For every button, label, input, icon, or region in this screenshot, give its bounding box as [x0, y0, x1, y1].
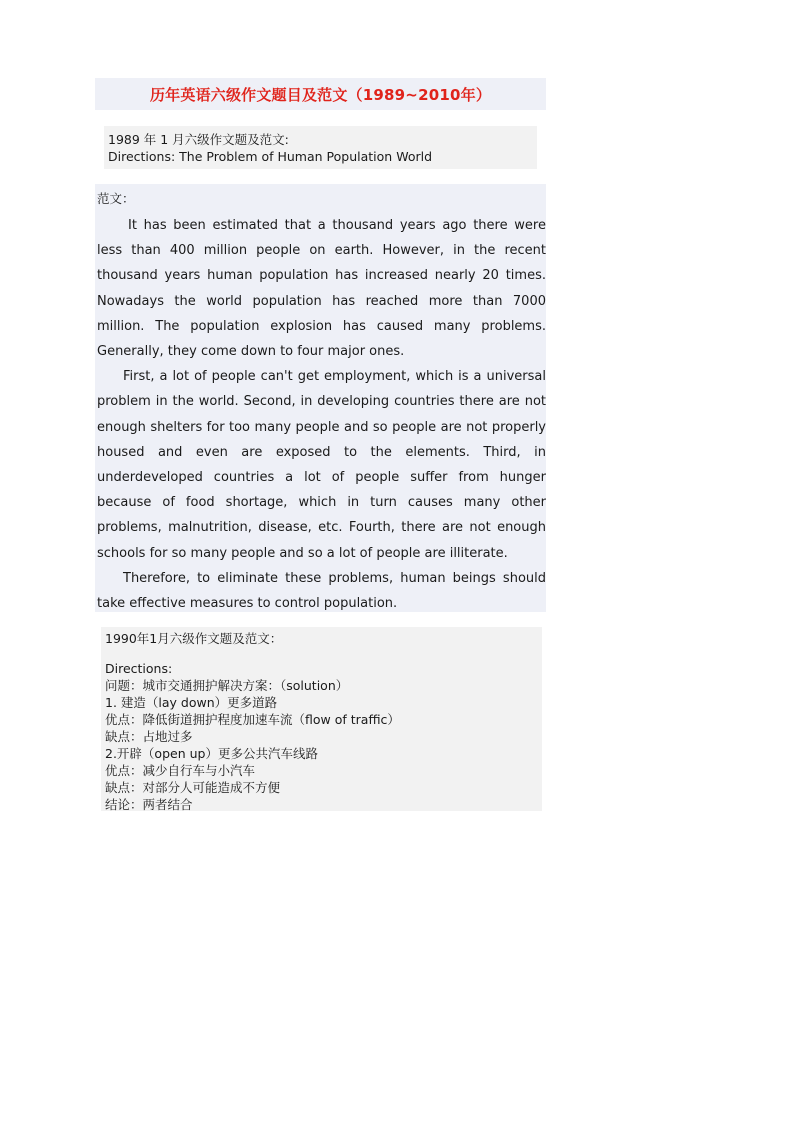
exam-1990-box [101, 627, 542, 811]
essay-paragraph: It has been estimated that a thousand years ago there were less than 400 million people on earth. However, in the recent thousand years human population has increased nearly 20 times. Nowadays the world population has reached more than 7000 million. The population explosion has caused many problems. Generally, they come down to four major ones. [97, 218, 546, 360]
outline-line: 缺点：占地过多 [105, 729, 193, 744]
essay-paragraph: Therefore, to eliminate these problems, human beings should take effective measures to control population. [97, 570, 546, 612]
outline-line: 1. 建造（lay down）更多道路 [105, 695, 278, 710]
essay-box [95, 184, 546, 612]
exam-1989-box [104, 126, 537, 169]
exam-1990-directions: Directions: [105, 661, 173, 676]
essay-text [97, 213, 546, 616]
outline-line: 优点：降低街道拥护程度加速车流（flow of traffic） [105, 712, 400, 727]
outline-line: 问题：城市交通拥护解决方案：（solution） [105, 678, 349, 693]
exam-1989-directions: Directions: The Problem of Human Population World [108, 149, 433, 164]
outline-line: 结论：两者结合 [105, 797, 193, 812]
outline-line: 缺点：对部分人可能造成不方便 [105, 780, 281, 795]
essay-label: 范文： [97, 191, 135, 206]
outline-line: 优点：减少自行车与小汽车 [105, 763, 256, 778]
exam-1989-heading: 1989 年 1 月六级作文题及范文: [108, 132, 289, 147]
outline-line: 2.开辟（open up）更多公共汽车线路 [105, 746, 318, 761]
title-box [95, 78, 546, 110]
exam-1990-heading: 1990年1月六级作文题及范文： [105, 631, 283, 646]
page-title: 历年英语六级作文题目及范文（1989~2010年） [149, 85, 492, 104]
essay-paragraph: First, a lot of people can't get employment, which is a universal problem in the world. Second, in developing countries there are not enough shelters for too many people and so people are not properly housed and even are exposed to the elements. Third, in underdeveloped countries a lot of people suffer from hunger because of food shortage, which in turn causes many other problems, malnutrition, disease, etc. Fourth, there are not enough schools for so many people and so a lot of people are illiterate. [97, 369, 546, 561]
